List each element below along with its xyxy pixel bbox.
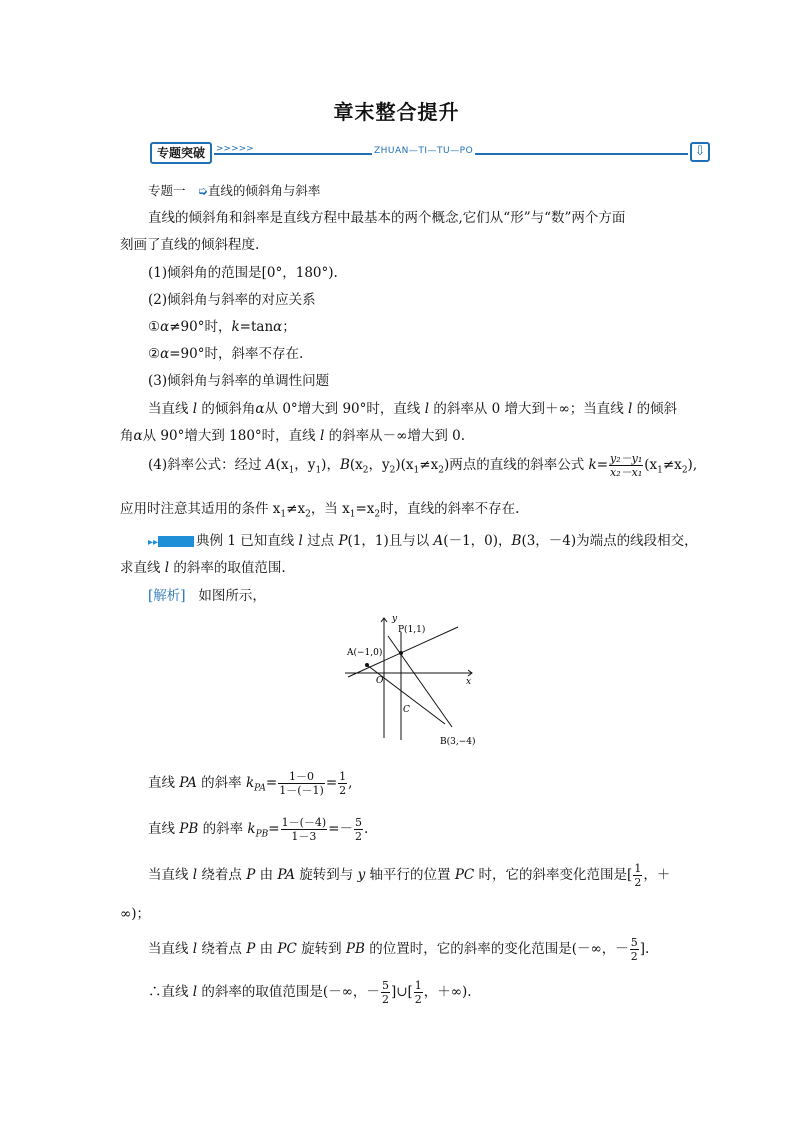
para-8-line-2: 应用时注意其适用的条件 $x_1\ne x_2$，当 $x_1=x_2$时，直线的斜率不存在. (120, 501, 520, 520)
para-2: (1)倾斜角的范围是[0°，180°). (148, 265, 338, 281)
topic-heading: 专题一 ➭直线的倾斜角与斜率 (148, 183, 321, 198)
range-1-line-1: 当直线 l 绕着点 P 由 PA 旋转到与 y 轴平行的位置 PC 时，它的斜率变化范围是[ $\frac{1}{2}$ ，＋ (148, 862, 671, 889)
slope-PA: 直线 PA 的斜率 $k_{PA}=$ $\frac{1-0}{1-(-1)}$ = $\frac{1}{2}$ , (148, 770, 353, 797)
label-O: O (376, 676, 384, 686)
para-7-line-2: 角α从 90°增大到 180°时，直线 l 的斜率从－∞增大到 0. (120, 428, 465, 444)
fraction-PA: $\frac{1-0}{1-(-1)}$ (279, 770, 324, 797)
fraction-PB: $\frac{1-(-4)}{1-3}$ (281, 816, 327, 843)
example-tag (158, 536, 194, 547)
para-4: ①α≠90°时，k=tanα； (148, 319, 296, 335)
example-1-line-1: ▸▸ 典例 1 已知直线 l 过点 P(1，1)且与以 A(－1，0)，B(3，－4)为端点的线段相交， (148, 533, 698, 549)
coordinate-figure (340, 610, 490, 750)
example-1-line-2: 求直线 l 的斜率的取值范围. (120, 560, 286, 576)
chevrons-icon: >>>>> (216, 144, 254, 154)
label-P: P(1,1) (398, 625, 426, 635)
download-icon[interactable]: ⇩ (690, 142, 710, 162)
arrow-icon: ➭ (197, 183, 208, 198)
slope-PB: 直线 PB 的斜率 $k_{PB}=$ $\frac{1-(-4)}{1-3}$ =－ $\frac{5}{2}$ . (148, 816, 369, 843)
page-title: 章末整合提升 (333, 100, 460, 124)
para-7-line-1: 当直线 l 的倾斜角α从 0°增大到 90°时，直线 l 的斜率从 0 增大到＋∞；当直线 l 的倾斜 (148, 401, 678, 417)
slope-formula-fraction: $\frac{\text{y₂－y₁}}{\text{x₂－x₁}}$ (610, 452, 643, 479)
line-PB (388, 636, 452, 727)
solution-intro: [解析] 如图所示， (148, 588, 266, 604)
para-1-line-1: 直线的倾斜角和斜率是直线方程中最基本的两个概念,它们从“形”与“数”两个方面 (148, 210, 626, 226)
para-3: (2)倾斜角与斜率的对应关系 (148, 292, 316, 308)
label-C: C (403, 705, 410, 715)
para-6: (3)倾斜角与斜率的单调性问题 (148, 373, 330, 389)
label-A: A(−1,0) (347, 648, 383, 658)
final-range: ∴直线 l 的斜率的取值范围是(－∞，－ $\frac{5}{2}$ ]∪[ $\frac{1}{2}$ ，＋∞). (148, 979, 472, 1006)
point-P (399, 651, 403, 655)
label-B: B(3,−4) (440, 737, 476, 747)
example-arrow-icon: ▸▸ (148, 537, 159, 548)
section-banner (150, 142, 710, 164)
point-A (365, 663, 369, 667)
segment-AB (367, 665, 445, 724)
label-y: y (392, 614, 398, 624)
para-8-line-1: (4)斜率公式：经过 $A(x_1$，$y_1$)，$B(x_2$，$y_2)(x_1\ne x_2)$两点的直线的斜率公式 k= $\frac{\text{y₂－y₁}}{\text{x₂－x₁}}$ $(x_1\ne x_2)$, (148, 452, 698, 479)
banner-pinyin: ZHUAN—TI—TU—PO (374, 146, 474, 156)
range-2: 当直线 l 绕着点 P 由 PC 旋转到 PB 的位置时，它的斜率的变化范围是(－∞，－ $\frac{5}{2}$ ]. (148, 936, 650, 963)
para-5: ②α=90°时，斜率不存在. (148, 346, 304, 362)
para-1-line-2: 刻画了直线的倾斜程度. (120, 237, 260, 253)
section-badge: 专题突破 (150, 142, 212, 164)
range-1-line-2: ∞)； (120, 906, 151, 922)
label-x: x (466, 677, 472, 687)
